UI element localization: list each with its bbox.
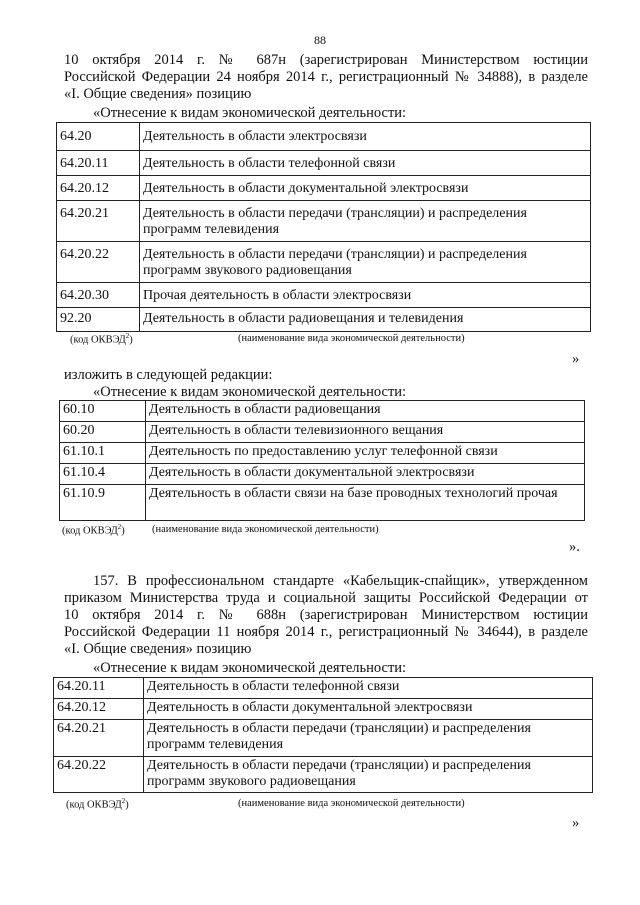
intro-line: Российской Федерации 24 ноября 2014 г., регистрационный № 34888), в разделе — [64, 69, 588, 85]
okved-code: 64.20 — [57, 123, 140, 151]
okved-code: 64.20.21 — [57, 201, 140, 242]
close-quote-1: » — [572, 351, 580, 367]
table-heading-1: «Отнесение к видам экономической деятельности: — [93, 105, 407, 121]
table-row — [57, 123, 591, 151]
caption-okved-code — [62, 523, 125, 537]
table-row — [60, 485, 585, 521]
table-row — [57, 201, 591, 242]
caption-code-close: ) — [121, 525, 125, 537]
para-157-line: Российской Федерации 11 ноября 2014 г., регистрационный № 34644), в разделе — [64, 624, 588, 640]
okved-name: Деятельность в области электросвязи — [140, 123, 591, 151]
okved-name: Деятельность в области передачи (трансляции) и распределения программ звукового радиовещания — [140, 242, 591, 283]
caption-code-text: (код ОКВЭД — [66, 799, 122, 811]
okved-name: Деятельность в области передачи (трансляции) и распределения программ телевидения — [144, 720, 593, 757]
okved-name: Прочая деятельность в области электросвязи — [140, 283, 591, 308]
okved-name: Деятельность в области документальной электросвязи — [140, 176, 591, 201]
caption-footnote-mark: 2 — [117, 523, 122, 531]
caption-code-close: ) — [129, 334, 133, 346]
okved-name: Деятельность в области телефонной связи — [140, 151, 591, 176]
okved-name: Деятельность по предоставлению услуг телефонной связи — [146, 443, 585, 464]
caption-activity-name: (наименование вида экономической деятельности) — [152, 524, 379, 535]
table-row — [60, 443, 585, 464]
intro-line: «I. Общие сведения» позицию — [64, 86, 252, 102]
table-row — [60, 464, 585, 485]
para-157-line: приказом Министерства труда и социальной защиты Российской Федерации от — [64, 590, 588, 606]
edit-phrase: изложить в следующей редакции: — [64, 367, 273, 383]
caption-footnote-mark: 2 — [125, 332, 130, 340]
close-quote-3: » — [572, 815, 580, 831]
okved-table-1 — [56, 122, 591, 332]
para-157-line: 157. В профессиональном стандарте «Кабельщик-спайщик», утвержденном — [93, 573, 588, 589]
okved-name: Деятельность в области передачи (трансляции) и распределения программ телевидения — [140, 201, 591, 242]
okved-code: 64.20.22 — [54, 757, 144, 793]
page-number: 88 — [314, 33, 326, 47]
caption-code-text: (код ОКВЭД — [62, 525, 118, 537]
table-heading-2: «Отнесение к видам экономической деятельности: — [93, 384, 407, 400]
caption-footnote-mark: 2 — [121, 797, 126, 805]
paragraph-157 — [64, 573, 588, 658]
okved-code: 61.10.1 — [60, 443, 146, 464]
table-row — [57, 308, 591, 332]
okved-code: 60.10 — [60, 401, 146, 422]
table-row — [54, 720, 593, 757]
intro-paragraph — [64, 52, 588, 103]
okved-name: Деятельность в области радиовещания и телевидения — [140, 308, 591, 332]
table-row — [54, 757, 593, 793]
para-157-line: «I. Общие сведения» позицию — [64, 641, 252, 657]
okved-code: 92.20 — [57, 308, 140, 332]
table-row — [60, 401, 585, 422]
okved-code: 64.20.22 — [57, 242, 140, 283]
okved-table-3 — [53, 677, 593, 793]
table-row — [60, 422, 585, 443]
okved-code: 61.10.9 — [60, 485, 146, 521]
table-row — [54, 678, 593, 699]
okved-name: Деятельность в области передачи (трансляции) и распределения программ звукового радиовещания — [144, 757, 593, 793]
okved-name: Деятельность в области радиовещания — [146, 401, 585, 422]
okved-code: 61.10.4 — [60, 464, 146, 485]
caption-code-text: (код ОКВЭД — [70, 334, 126, 346]
okved-name: Деятельность в области телефонной связи — [144, 678, 593, 699]
caption-activity-name: (наименование вида экономической деятельности) — [238, 333, 465, 344]
table-heading-3: «Отнесение к видам экономической деятельности: — [93, 660, 407, 676]
okved-code: 64.20.12 — [57, 176, 140, 201]
caption-code-close: ) — [125, 799, 129, 811]
okved-name: Деятельность в области телевизионного вещания — [146, 422, 585, 443]
okved-table-2 — [59, 400, 585, 521]
okved-code: 64.20.21 — [54, 720, 144, 757]
okved-code: 64.20.30 — [57, 283, 140, 308]
table-row — [54, 699, 593, 720]
table-row — [57, 242, 591, 283]
okved-code: 64.20.11 — [54, 678, 144, 699]
okved-code: 60.20 — [60, 422, 146, 443]
table-row — [57, 176, 591, 201]
okved-name: Деятельность в области документальной электросвязи — [146, 464, 585, 485]
table-row — [57, 151, 591, 176]
caption-okved-code — [66, 797, 129, 811]
okved-code: 64.20.12 — [54, 699, 144, 720]
table-row — [57, 283, 591, 308]
intro-line: 10 октября 2014 г. № 687н (зарегистрирован Министерством юстиции — [64, 52, 588, 68]
caption-okved-code — [70, 332, 133, 346]
okved-name: Деятельность в области документальной электросвязи — [144, 699, 593, 720]
caption-activity-name: (наименование вида экономической деятельности) — [238, 798, 465, 809]
okved-name: Деятельность в области связи на базе проводных технологий прочая — [146, 485, 585, 521]
okved-code: 64.20.11 — [57, 151, 140, 176]
close-quote-2: ». — [569, 539, 580, 555]
para-157-line: 10 октября 2014 г. № 688н (зарегистрирован Министерством юстиции — [64, 607, 588, 623]
